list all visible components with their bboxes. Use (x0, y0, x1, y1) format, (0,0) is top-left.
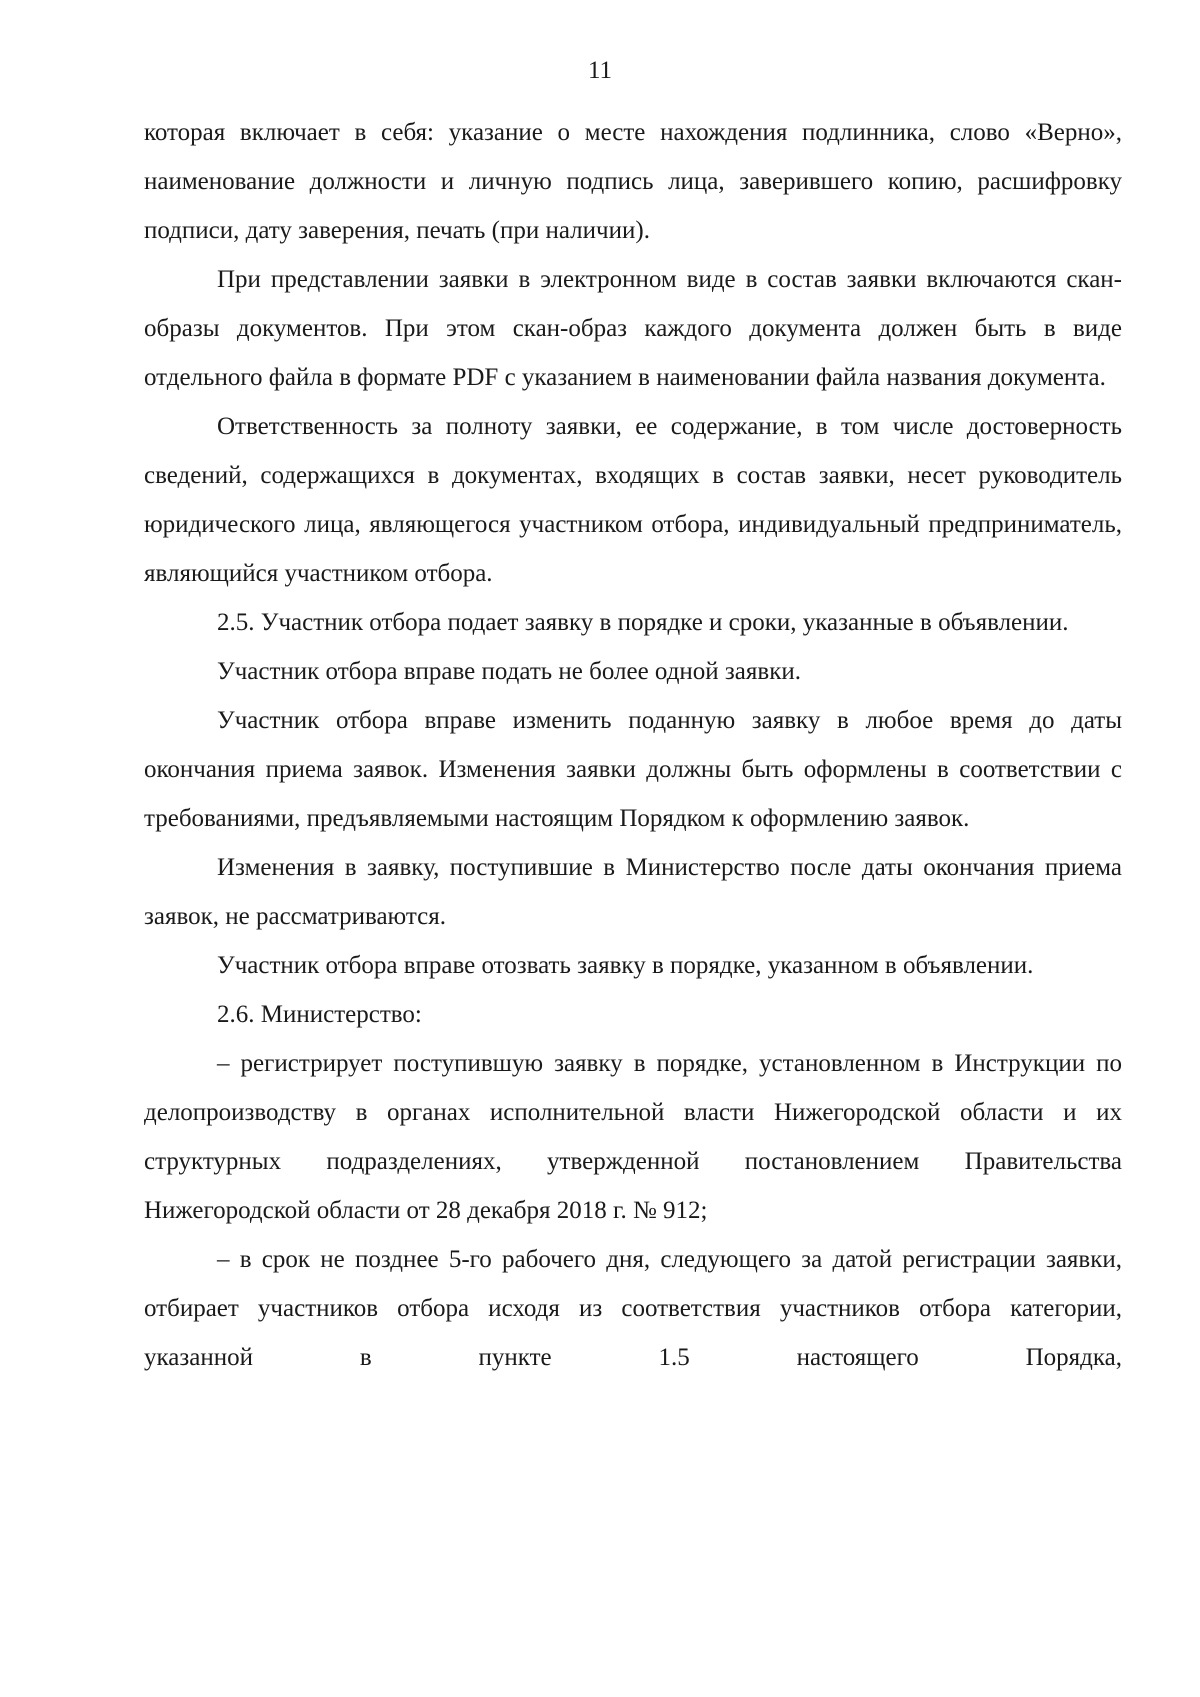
paragraph-one-application: Участник отбора вправе подать не более одной заявки. (217, 658, 801, 685)
page-number: 11 (587, 57, 613, 84)
paragraph-electronic-submission: При представлении заявки в электронном виде в состав заявки включаются скан-образы документов. При этом скан-образ каждого документа должен быть в виде отдельного файла в формате PDF с указанием в наименовании файла названия документа. (144, 266, 1122, 391)
paragraph-withdraw: Участник отбора вправе отозвать заявку в порядке, указанном в объявлении. (217, 952, 1034, 979)
paragraph-copy-certification: которая включает в себя: указание о месте нахождения подлинника, слово «Верно», наименование должности и личную подпись лица, заверившего копию, расшифровку подписи, дату заверения, печать (при наличии). (144, 119, 1122, 244)
list-item-selection: – в срок не позднее 5-го рабочего дня, следующего за датой регистрации заявки, отбирает участников отбора исходя из соответствия участников отбора категории, указанной в пункте 1.5 настоящего Порядка, (144, 1246, 1122, 1371)
paragraph-responsibility: Ответственность за полноту заявки, ее содержание, в том числе достоверность сведений, содержащихся в документах, входящих в состав заявки, несет руководитель юридического лица, являющегося участником отбора, индивидуальный предприниматель, являющийся участником отбора. (144, 413, 1122, 587)
paragraph-2-5: 2.5. Участник отбора подает заявку в порядке и сроки, указанные в объявлении. (217, 609, 1069, 636)
paragraph-2-6-heading: 2.6. Министерство: (217, 1001, 422, 1028)
body-text (144, 108, 1122, 1382)
paragraph-change-application: Участник отбора вправе изменить поданную заявку в любое время до даты окончания приема заявок. Изменения заявки должны быть оформлены в соответствии с требованиями, предъявляемыми настоящим Порядком к оформлению заявок. (144, 707, 1122, 832)
list-item-registration: – регистрирует поступившую заявку в порядке, установленном в Инструкции по делопроизводству в органах исполнительной власти Нижегородской области и их структурных подразделениях, утвержденной постановлением Правительства Нижегородской области от 28 декабря 2018 г. № 912; (144, 1050, 1122, 1224)
paragraph-late-changes: Изменения в заявку, поступившие в Министерство после даты окончания приема заявок, не рассматриваются. (144, 854, 1122, 930)
